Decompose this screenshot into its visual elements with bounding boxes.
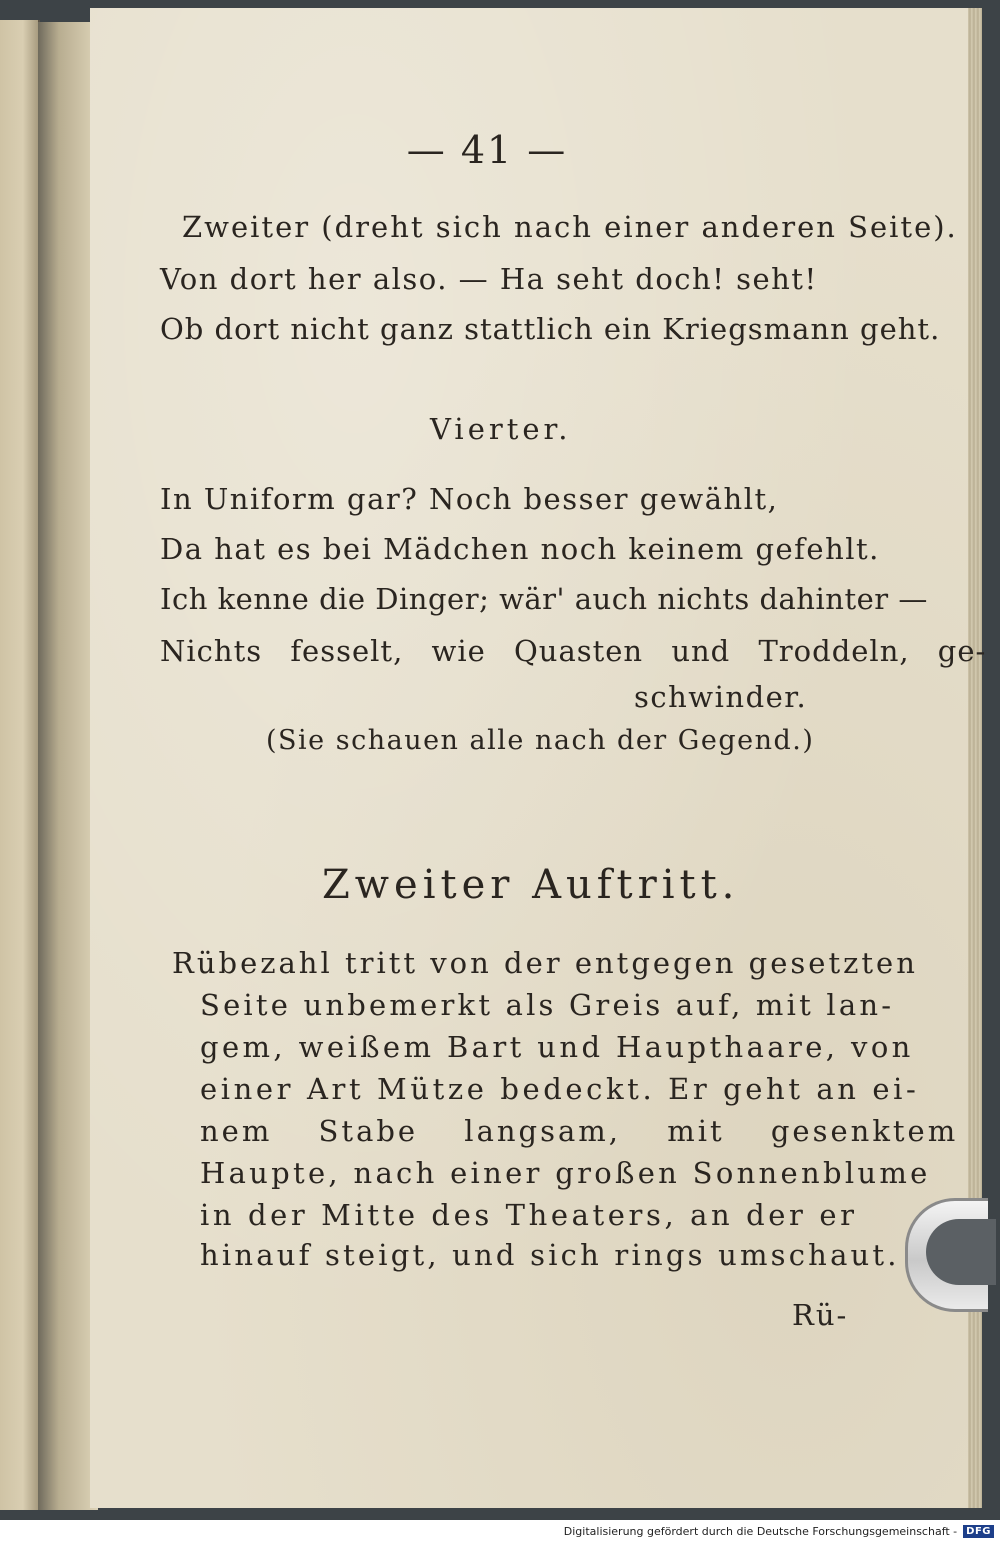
dfg-logo: DFG — [963, 1525, 994, 1538]
stage-direction-line: hinauf steigt, und sich rings umschaut. — [200, 1238, 900, 1272]
verse-line: Von dort her also. — Ha seht doch! seht! — [160, 262, 818, 296]
stage-direction-line: nem Stabe langsam, mit gesenktem — [200, 1114, 959, 1148]
credit-text: Digitalisierung gefördert durch die Deutsche Forschungsgemeinschaft - — [563, 1524, 958, 1538]
stage-direction-line: gem, weißem Bart und Haupthaare, von — [200, 1030, 914, 1064]
verse-line: Zweiter (dreht sich nach einer anderen Seite). — [182, 210, 958, 244]
stage-direction-line: in der Mitte des Theaters, an der er — [200, 1198, 858, 1232]
digitization-credit — [564, 1522, 994, 1540]
stage-direction-line: Rübezahl tritt von der entgegen gesetzten — [172, 946, 918, 980]
verse-line: Ob dort nicht ganz stattlich ein Kriegsmann geht. — [160, 312, 941, 346]
stage-direction-line: Haupte, nach einer großen Sonnenblume — [200, 1156, 931, 1190]
previous-page-edge — [0, 20, 40, 1510]
verse-line-continuation: schwinder. — [634, 680, 808, 714]
stage-direction-line: einer Art Mütze bedeckt. Er geht an ei- — [200, 1072, 920, 1106]
page-number: — 41 — — [406, 128, 568, 172]
scene-heading: Zweiter Auftritt. — [322, 862, 740, 908]
verse-line: Nichts fesselt, wie Quasten und Troddeln, ge- — [160, 634, 987, 668]
book-gutter — [38, 22, 98, 1510]
verse-line: Da hat es bei Mädchen noch keinem gefehlt. — [160, 532, 880, 566]
verse-line: Ich kenne die Dinger; wär' auch nichts dahinter — — [160, 582, 928, 616]
stage-direction: (Sie schauen alle nach der Gegend.) — [266, 725, 815, 756]
speaker-name: Vierter. — [430, 412, 572, 446]
verse-line: In Uniform gar? Noch besser gewählt, — [160, 482, 779, 516]
catchword: Rü- — [792, 1298, 849, 1332]
page-clip — [905, 1198, 988, 1312]
stage-direction-line: Seite unbemerkt als Greis auf, mit lan- — [200, 988, 895, 1022]
